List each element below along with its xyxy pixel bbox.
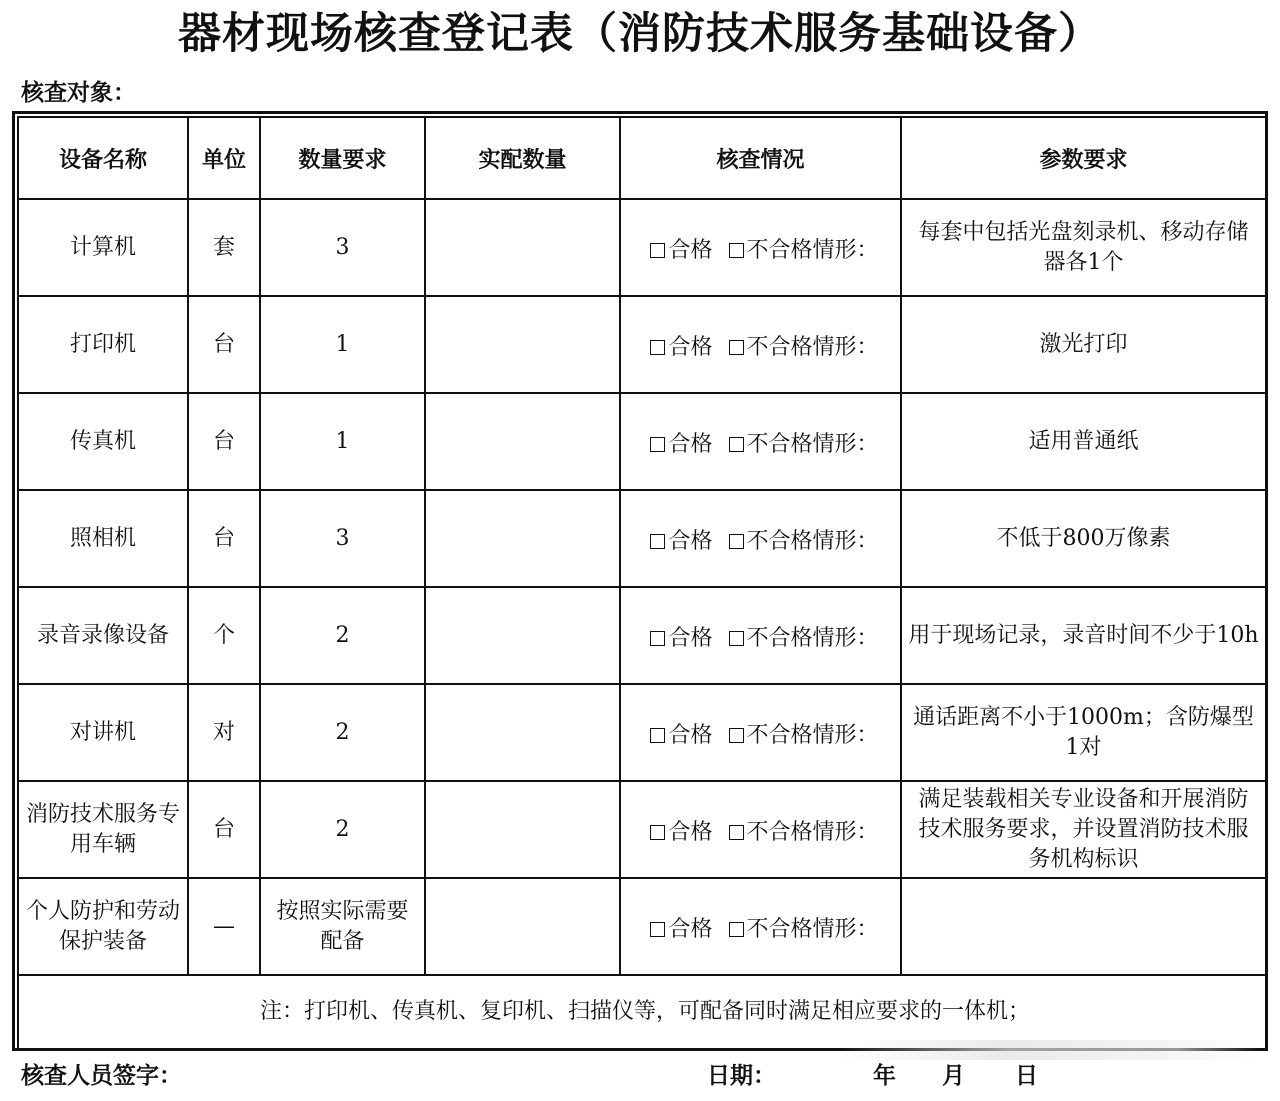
fail-label: 不合格情形： [746, 431, 879, 457]
parameter-cell [901, 199, 1266, 296]
check-status-cell [620, 490, 901, 587]
unit-cell [188, 490, 260, 587]
parameter-requirement: 不低于800万像素 [996, 525, 1171, 551]
equipment-name: 录音录像设备 [36, 622, 169, 648]
date-day-label: 日 [1015, 1063, 1038, 1089]
date-label: 日期： [707, 1063, 776, 1089]
table-row [18, 684, 1266, 781]
pass-checkbox[interactable] [650, 728, 665, 743]
header-actual-quantity: 实配数量 [425, 117, 620, 199]
unit-cell [188, 199, 260, 296]
quantity-required: 1 [335, 428, 350, 454]
fail-checkbox[interactable] [729, 243, 744, 258]
quantity-required-cell [260, 587, 425, 684]
fail-checkbox[interactable] [729, 631, 744, 646]
quantity-required-cell [260, 684, 425, 781]
date-year-label: 年 [873, 1063, 896, 1089]
inspection-table [17, 116, 1267, 1050]
check-status-cell [620, 296, 901, 393]
scan-smudge [840, 1040, 1260, 1060]
quantity-required: 3 [335, 234, 350, 260]
parameter-requirement: 通话距离不小于1000m；含防爆型1对 [913, 704, 1254, 760]
parameter-cell [901, 296, 1266, 393]
signature-label: 核查人员签字： [21, 1063, 182, 1089]
actual-quantity-cell[interactable] [425, 587, 620, 684]
actual-quantity-cell[interactable] [425, 684, 620, 781]
check-status-cell [620, 587, 901, 684]
equipment-name-cell [18, 684, 188, 781]
parameter-requirement: 用于现场记录，录音时间不少于10h [908, 622, 1259, 648]
fail-checkbox[interactable] [729, 922, 744, 937]
equipment-name-cell [18, 296, 188, 393]
table-header-row [18, 117, 1266, 199]
equipment-name-cell [18, 587, 188, 684]
pass-checkbox[interactable] [650, 437, 665, 452]
pass-checkbox[interactable] [650, 631, 665, 646]
pass-label: 合格 [668, 334, 713, 360]
equipment-unit: 台 [212, 816, 235, 842]
quantity-required: 按照实际需要配备 [276, 898, 409, 954]
note-text: 注：打印机、传真机、复印机、扫描仪等，可配备同时满足相应要求的一体机； [259, 999, 1030, 1024]
parameter-cell [901, 781, 1266, 878]
quantity-required: 1 [335, 331, 350, 357]
unit-cell [188, 684, 260, 781]
note-row [18, 975, 1266, 1049]
table-row [18, 781, 1266, 878]
actual-quantity-cell[interactable] [425, 199, 620, 296]
equipment-name: 打印机 [69, 331, 136, 357]
table-row [18, 199, 1266, 296]
quantity-required-cell [260, 490, 425, 587]
equipment-name: 计算机 [69, 234, 136, 260]
actual-quantity-cell[interactable] [425, 490, 620, 587]
equipment-name: 对讲机 [69, 719, 136, 745]
actual-quantity-cell[interactable] [425, 781, 620, 878]
unit-cell [188, 878, 260, 975]
parameter-requirement: 每套中包括光盘刻录机、移动存储器各1个 [918, 219, 1249, 275]
check-status-cell [620, 393, 901, 490]
quantity-required: 2 [335, 622, 350, 648]
equipment-name: 传真机 [69, 428, 136, 454]
header-check-status: 核查情况 [620, 117, 901, 199]
parameter-cell [901, 587, 1266, 684]
page-title: 器材现场核查登记表（消防技术服务基础设备） [178, 9, 1102, 59]
equipment-unit: 台 [212, 525, 235, 551]
parameter-requirement: 适用普通纸 [1028, 428, 1139, 454]
table-row [18, 490, 1266, 587]
equipment-name-cell [18, 199, 188, 296]
parameter-cell [901, 878, 1266, 975]
pass-label: 合格 [668, 237, 713, 263]
quantity-required-cell [260, 781, 425, 878]
parameter-requirement: 满足装载相关专业设备和开展消防技术服务要求，并设置消防技术服务机构标识 [918, 786, 1249, 872]
quantity-required-cell [260, 199, 425, 296]
equipment-unit: 个 [212, 622, 235, 648]
fail-label: 不合格情形： [746, 237, 879, 263]
pass-checkbox[interactable] [650, 825, 665, 840]
quantity-required-cell [260, 393, 425, 490]
unit-cell [188, 781, 260, 878]
fail-label: 不合格情形： [746, 722, 879, 748]
equipment-unit: — [213, 913, 235, 939]
header-quantity-required: 数量要求 [260, 117, 425, 199]
inspection-table-frame [12, 111, 1268, 1051]
pass-checkbox[interactable] [650, 922, 665, 937]
quantity-required-cell [260, 296, 425, 393]
quantity-required: 2 [335, 719, 350, 745]
equipment-name-cell [18, 490, 188, 587]
parameter-requirement: 激光打印 [1039, 331, 1128, 357]
header-parameter-requirements: 参数要求 [901, 117, 1266, 199]
fail-label: 不合格情形： [746, 819, 879, 845]
date-month-label: 月 [942, 1063, 965, 1089]
note-cell [18, 975, 1266, 1049]
header-unit: 单位 [188, 117, 260, 199]
fail-checkbox[interactable] [729, 728, 744, 743]
equipment-unit: 套 [212, 234, 235, 260]
equipment-name: 照相机 [69, 525, 136, 551]
equipment-name-cell [18, 781, 188, 878]
quantity-required: 3 [335, 525, 350, 551]
equipment-name: 个人防护和劳动保护装备 [25, 898, 180, 954]
fail-checkbox[interactable] [729, 534, 744, 549]
check-status-cell [620, 878, 901, 975]
equipment-unit: 台 [212, 331, 235, 357]
table-row [18, 878, 1266, 975]
table-row [18, 587, 1266, 684]
pass-label: 合格 [668, 431, 713, 457]
unit-cell [188, 393, 260, 490]
equipment-name-cell [18, 878, 188, 975]
quantity-required-cell [260, 878, 425, 975]
equipment-name: 消防技术服务专用车辆 [25, 801, 180, 857]
pass-label: 合格 [668, 722, 713, 748]
pass-label: 合格 [668, 916, 713, 942]
fail-label: 不合格情形： [746, 916, 879, 942]
fail-checkbox[interactable] [729, 437, 744, 452]
inspection-target-label: 核查对象： [21, 80, 136, 106]
actual-quantity-cell[interactable] [425, 878, 620, 975]
check-status-cell [620, 781, 901, 878]
fail-checkbox[interactable] [729, 825, 744, 840]
check-status-cell [620, 199, 901, 296]
pass-checkbox[interactable] [650, 340, 665, 355]
pass-label: 合格 [668, 819, 713, 845]
actual-quantity-cell[interactable] [425, 393, 620, 490]
unit-cell [188, 296, 260, 393]
fail-checkbox[interactable] [729, 340, 744, 355]
pass-label: 合格 [668, 528, 713, 554]
actual-quantity-cell[interactable] [425, 296, 620, 393]
table-row [18, 393, 1266, 490]
fail-label: 不合格情形： [746, 625, 879, 651]
quantity-required: 2 [335, 816, 350, 842]
equipment-name-cell [18, 393, 188, 490]
parameter-cell [901, 684, 1266, 781]
unit-cell [188, 587, 260, 684]
fail-label: 不合格情形： [746, 528, 879, 554]
equipment-unit: 台 [212, 428, 235, 454]
pass-checkbox[interactable] [650, 243, 665, 258]
table-row [18, 296, 1266, 393]
fail-label: 不合格情形： [746, 334, 879, 360]
pass-checkbox[interactable] [650, 534, 665, 549]
header-equipment-name: 设备名称 [18, 117, 188, 199]
equipment-unit: 对 [212, 719, 235, 745]
parameter-cell [901, 393, 1266, 490]
pass-label: 合格 [668, 625, 713, 651]
check-status-cell [620, 684, 901, 781]
parameter-cell [901, 490, 1266, 587]
